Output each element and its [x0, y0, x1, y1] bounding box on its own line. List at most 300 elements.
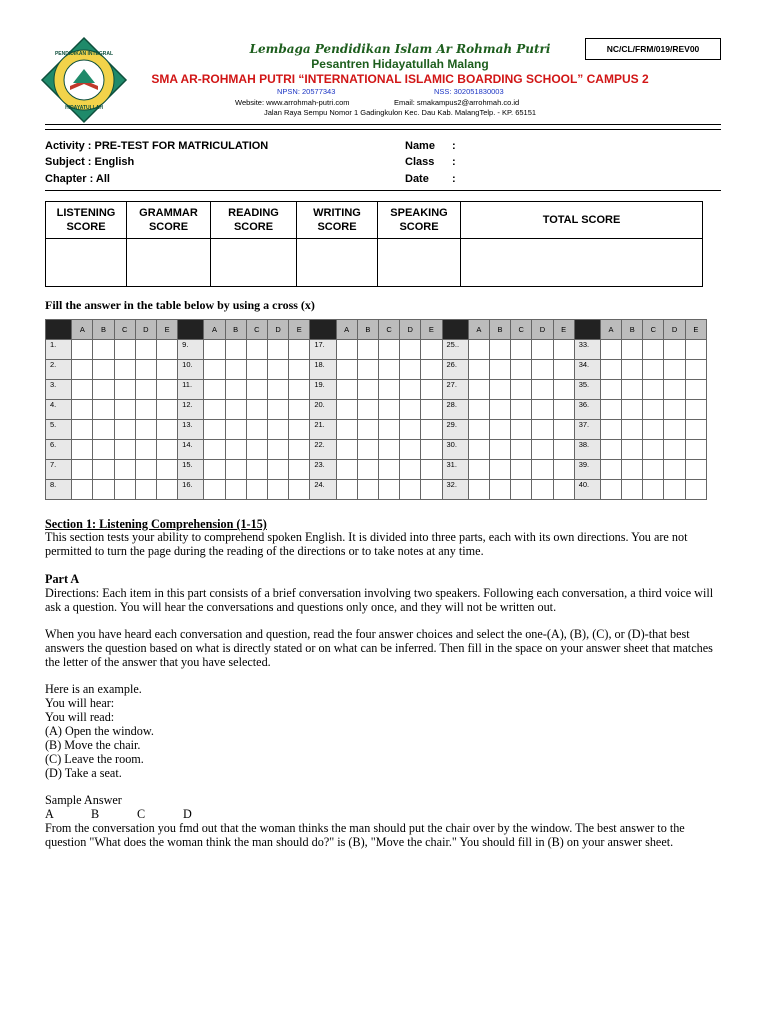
- answer-cell[interactable]: [267, 340, 288, 360]
- answer-cell[interactable]: [489, 380, 510, 400]
- answer-cell[interactable]: [489, 360, 510, 380]
- answer-cell[interactable]: [289, 480, 310, 500]
- answer-cell[interactable]: [135, 420, 156, 440]
- question-number: 2.: [46, 360, 72, 380]
- score-header-line2: SCORE: [66, 221, 106, 233]
- answer-cell[interactable]: [135, 460, 156, 480]
- class-colon: :: [452, 156, 456, 168]
- answer-cell[interactable]: [336, 480, 357, 500]
- answer-cell[interactable]: [664, 340, 685, 360]
- answer-cell[interactable]: [378, 360, 399, 380]
- answer-cell[interactable]: [72, 460, 93, 480]
- name-label: Name: [405, 140, 435, 152]
- answer-cell[interactable]: [267, 480, 288, 500]
- answer-cell[interactable]: [289, 340, 310, 360]
- grid-letter-header: C: [378, 320, 399, 340]
- answer-cell[interactable]: [622, 380, 643, 400]
- score-cell-3[interactable]: [297, 239, 378, 287]
- address: Jalan Raya Sempu Nomor 1 Gadingkulon Kec. Dau Kab. MalangTelp. - KP. 65151: [263, 108, 537, 117]
- grid-letter-header: A: [204, 320, 225, 340]
- answer-cell[interactable]: [336, 380, 357, 400]
- score-header-line1: LISTENING: [56, 207, 116, 219]
- question-number: 17.: [310, 340, 336, 360]
- answer-cell[interactable]: [664, 380, 685, 400]
- pesantren-name: Pesantren Hidayatullah Malang: [311, 57, 489, 71]
- question-number: 9.: [178, 340, 204, 360]
- answer-cell[interactable]: [600, 360, 621, 380]
- answer-cell[interactable]: [511, 340, 532, 360]
- answer-row: [46, 480, 707, 500]
- answer-cell[interactable]: [135, 380, 156, 400]
- answer-cell[interactable]: [553, 340, 574, 360]
- answer-cell[interactable]: [289, 360, 310, 380]
- answer-cell[interactable]: [378, 440, 399, 460]
- answer-cell[interactable]: [135, 360, 156, 380]
- answer-cell[interactable]: [225, 460, 246, 480]
- header-divider-2: [45, 129, 721, 130]
- answer-cell[interactable]: [225, 440, 246, 460]
- answer-cell[interactable]: [135, 400, 156, 420]
- answer-cell[interactable]: [72, 380, 93, 400]
- answer-cell[interactable]: [357, 480, 378, 500]
- answer-cell[interactable]: [511, 460, 532, 480]
- answer-cell[interactable]: [685, 400, 706, 420]
- answer-cell[interactable]: [553, 460, 574, 480]
- question-number: 30.: [442, 440, 468, 460]
- answer-cell[interactable]: [685, 480, 706, 500]
- answer-cell[interactable]: [511, 380, 532, 400]
- answer-cell[interactable]: [93, 360, 114, 380]
- score-cell-2[interactable]: [211, 239, 297, 287]
- answer-cell[interactable]: [664, 460, 685, 480]
- answer-cell[interactable]: [622, 460, 643, 480]
- answer-cell[interactable]: [72, 340, 93, 360]
- subject-label: Subject : English: [45, 156, 135, 168]
- answer-cell[interactable]: [114, 480, 135, 500]
- grid-letter-header: D: [400, 320, 421, 340]
- answer-cell[interactable]: [246, 440, 267, 460]
- answer-cell[interactable]: [114, 460, 135, 480]
- answer-row: [46, 360, 707, 380]
- answer-cell[interactable]: [289, 460, 310, 480]
- grid-letter-header: E: [156, 320, 177, 340]
- answer-cell[interactable]: [72, 440, 93, 460]
- answer-cell[interactable]: [289, 400, 310, 420]
- answer-cell[interactable]: [643, 360, 664, 380]
- answer-cell[interactable]: [622, 420, 643, 440]
- answer-cell[interactable]: [225, 340, 246, 360]
- answer-cell[interactable]: [643, 480, 664, 500]
- question-number: 8.: [46, 480, 72, 500]
- answer-cell[interactable]: [532, 360, 553, 380]
- question-number: 36.: [574, 400, 600, 420]
- answer-cell[interactable]: [664, 420, 685, 440]
- answer-cell[interactable]: [400, 400, 421, 420]
- answer-cell[interactable]: [643, 460, 664, 480]
- answer-cell[interactable]: [72, 360, 93, 380]
- score-header-line2: SCORE: [317, 221, 357, 233]
- answer-cell[interactable]: [204, 340, 225, 360]
- score-table: [45, 201, 703, 287]
- answer-cell[interactable]: [600, 440, 621, 460]
- question-number: 32.: [442, 480, 468, 500]
- answer-cell[interactable]: [246, 480, 267, 500]
- answer-cell[interactable]: [267, 400, 288, 420]
- date-colon: :: [452, 173, 456, 185]
- score-header-5: [461, 202, 703, 239]
- answer-cell[interactable]: [336, 340, 357, 360]
- grid-letter-header: E: [553, 320, 574, 340]
- answer-cell[interactable]: [622, 360, 643, 380]
- answer-cell[interactable]: [289, 420, 310, 440]
- answer-cell[interactable]: [114, 440, 135, 460]
- answer-cell[interactable]: [246, 380, 267, 400]
- answer-cell[interactable]: [378, 380, 399, 400]
- answer-cell[interactable]: [421, 360, 442, 380]
- question-number: 5.: [46, 420, 72, 440]
- question-number: 25..: [442, 340, 468, 360]
- score-header-2: [211, 202, 297, 239]
- part-a-heading: Part A: [45, 572, 80, 586]
- answer-cell[interactable]: [600, 460, 621, 480]
- question-number: 29.: [442, 420, 468, 440]
- answer-cell[interactable]: [378, 420, 399, 440]
- answer-cell[interactable]: [225, 420, 246, 440]
- answer-cell[interactable]: [553, 360, 574, 380]
- grid-letter-header: B: [489, 320, 510, 340]
- answer-row: [46, 340, 707, 360]
- question-number: 11.: [178, 380, 204, 400]
- answer-cell[interactable]: [489, 340, 510, 360]
- answer-cell[interactable]: [643, 380, 664, 400]
- question-number: 37.: [574, 420, 600, 440]
- answer-cell[interactable]: [400, 480, 421, 500]
- answer-cell[interactable]: [357, 380, 378, 400]
- answer-cell[interactable]: [421, 440, 442, 460]
- answer-cell[interactable]: [156, 340, 177, 360]
- answer-cell[interactable]: [289, 380, 310, 400]
- grid-letter-header: D: [532, 320, 553, 340]
- answer-cell[interactable]: [489, 400, 510, 420]
- answer-cell[interactable]: [511, 480, 532, 500]
- answer-cell[interactable]: [156, 420, 177, 440]
- answer-cell[interactable]: [468, 480, 489, 500]
- answer-cell[interactable]: [336, 460, 357, 480]
- grid-header-blank: [442, 320, 468, 340]
- answer-cell[interactable]: [378, 460, 399, 480]
- answer-cell[interactable]: [93, 420, 114, 440]
- grid-letter-header: A: [72, 320, 93, 340]
- score-header-line2: SCORE: [148, 221, 189, 233]
- you-will-hear: You will hear:: [45, 696, 115, 710]
- answer-cell[interactable]: [156, 480, 177, 500]
- answer-cell[interactable]: [357, 460, 378, 480]
- answer-cell[interactable]: [156, 440, 177, 460]
- answer-cell[interactable]: [267, 420, 288, 440]
- answer-cell[interactable]: [511, 420, 532, 440]
- answer-cell[interactable]: [664, 440, 685, 460]
- answer-cell[interactable]: [336, 400, 357, 420]
- answer-cell[interactable]: [204, 400, 225, 420]
- answer-cell[interactable]: [336, 360, 357, 380]
- answer-cell[interactable]: [400, 440, 421, 460]
- question-number: 33.: [574, 340, 600, 360]
- answer-cell[interactable]: [93, 340, 114, 360]
- info-divider: [45, 190, 721, 191]
- answer-cell[interactable]: [246, 340, 267, 360]
- answer-cell[interactable]: [204, 380, 225, 400]
- grid-letter-header: B: [225, 320, 246, 340]
- answer-cell[interactable]: [93, 440, 114, 460]
- answer-cell[interactable]: [489, 420, 510, 440]
- grid-letter-header: E: [685, 320, 706, 340]
- grid-letter-header: C: [114, 320, 135, 340]
- you-will-read: You will read:: [45, 710, 115, 724]
- answer-cell[interactable]: [511, 400, 532, 420]
- answer-cell[interactable]: [532, 340, 553, 360]
- answer-cell[interactable]: [489, 480, 510, 500]
- answer-cell[interactable]: [135, 340, 156, 360]
- answer-cell[interactable]: [336, 440, 357, 460]
- example-intro: Here is an example.: [45, 682, 142, 696]
- answer-row: [46, 420, 707, 440]
- answer-cell[interactable]: [357, 360, 378, 380]
- answer-cell[interactable]: [204, 440, 225, 460]
- score-header-line1: TOTAL SCORE: [542, 214, 621, 226]
- answer-cell[interactable]: [72, 420, 93, 440]
- question-number: 24.: [310, 480, 336, 500]
- answer-cell[interactable]: [246, 460, 267, 480]
- answer-cell[interactable]: [511, 440, 532, 460]
- score-header-3: [297, 202, 378, 239]
- score-cell-5[interactable]: [461, 239, 703, 287]
- answer-cell[interactable]: [553, 380, 574, 400]
- answer-cell[interactable]: [468, 460, 489, 480]
- answer-cell[interactable]: [93, 480, 114, 500]
- answer-cell[interactable]: [553, 480, 574, 500]
- grid-letter-header: B: [357, 320, 378, 340]
- answer-cell[interactable]: [664, 480, 685, 500]
- answer-cell[interactable]: [553, 400, 574, 420]
- answer-cell[interactable]: [93, 380, 114, 400]
- answer-cell[interactable]: [685, 460, 706, 480]
- score-cell-4[interactable]: [378, 239, 461, 287]
- question-number: 10.: [178, 360, 204, 380]
- option-b: (B) Move the chair.: [45, 738, 141, 752]
- score-cell-1[interactable]: [127, 239, 211, 287]
- question-number: 28.: [442, 400, 468, 420]
- grid-letter-header: E: [289, 320, 310, 340]
- answer-cell[interactable]: [93, 460, 114, 480]
- answer-cell[interactable]: [378, 400, 399, 420]
- answer-cell[interactable]: [532, 420, 553, 440]
- grid-letter-header: A: [600, 320, 621, 340]
- answer-cell[interactable]: [400, 340, 421, 360]
- answer-cell[interactable]: [421, 400, 442, 420]
- answer-cell[interactable]: [553, 420, 574, 440]
- answer-cell[interactable]: [468, 340, 489, 360]
- answer-cell[interactable]: [114, 380, 135, 400]
- answer-cell[interactable]: [267, 360, 288, 380]
- answer-cell[interactable]: [685, 360, 706, 380]
- answer-cell[interactable]: [622, 440, 643, 460]
- grid-letter-header: C: [511, 320, 532, 340]
- fill-instruction: Fill the answer in the table below by using a cross (x): [45, 298, 315, 312]
- answer-cell[interactable]: [225, 480, 246, 500]
- answer-row: [46, 440, 707, 460]
- name-colon: :: [452, 140, 456, 152]
- question-number: 7.: [46, 460, 72, 480]
- document-code: NC/CL/FRM/019/REV00: [585, 38, 721, 60]
- answer-cell[interactable]: [622, 400, 643, 420]
- directions-text: Directions: Each item in this part consists of a brief conversation involving two speakers. Following each conversation, a third voice will ask a question. You will hear the conversations and questions only once, and they will not be written out.: [45, 586, 714, 614]
- answer-cell[interactable]: [225, 360, 246, 380]
- score-header-line1: WRITING: [313, 207, 361, 219]
- answer-cell[interactable]: [600, 480, 621, 500]
- answer-cell[interactable]: [289, 440, 310, 460]
- question-number: 23.: [310, 460, 336, 480]
- answer-cell[interactable]: [267, 380, 288, 400]
- answer-cell[interactable]: [114, 360, 135, 380]
- answer-cell[interactable]: [685, 440, 706, 460]
- answer-cell[interactable]: [468, 400, 489, 420]
- answer-cell[interactable]: [204, 420, 225, 440]
- answer-cell[interactable]: [622, 340, 643, 360]
- answer-cell[interactable]: [400, 460, 421, 480]
- answer-cell[interactable]: [156, 360, 177, 380]
- answer-cell[interactable]: [357, 400, 378, 420]
- answer-cell[interactable]: [643, 440, 664, 460]
- section-title: Section 1: Listening Comprehension (1-15): [45, 517, 267, 531]
- answer-cell[interactable]: [267, 460, 288, 480]
- answer-cell[interactable]: [600, 340, 621, 360]
- answer-cell[interactable]: [685, 380, 706, 400]
- answer-cell[interactable]: [357, 440, 378, 460]
- answer-cell[interactable]: [643, 420, 664, 440]
- question-number: 4.: [46, 400, 72, 420]
- answer-cell[interactable]: [357, 340, 378, 360]
- sample-choice-b: B: [91, 807, 100, 821]
- answer-cell[interactable]: [204, 460, 225, 480]
- question-number: 13.: [178, 420, 204, 440]
- logo-text-bottom: HIDAYATULLAH: [65, 105, 103, 111]
- answer-cell[interactable]: [357, 420, 378, 440]
- answer-cell[interactable]: [421, 380, 442, 400]
- answer-cell[interactable]: [532, 440, 553, 460]
- score-header-0: [46, 202, 127, 239]
- answer-cell[interactable]: [468, 420, 489, 440]
- answer-cell[interactable]: [511, 360, 532, 380]
- answer-cell[interactable]: [114, 340, 135, 360]
- sample-choices: [45, 807, 725, 821]
- answer-cell[interactable]: [664, 400, 685, 420]
- answer-cell[interactable]: [489, 440, 510, 460]
- answer-cell[interactable]: [600, 380, 621, 400]
- answer-cell[interactable]: [204, 480, 225, 500]
- answer-cell[interactable]: [685, 340, 706, 360]
- answer-cell[interactable]: [468, 360, 489, 380]
- grid-header-blank: [46, 320, 72, 340]
- answer-cell[interactable]: [489, 460, 510, 480]
- answer-cell[interactable]: [378, 480, 399, 500]
- answer-cell[interactable]: [421, 420, 442, 440]
- answer-cell[interactable]: [378, 340, 399, 360]
- answer-cell[interactable]: [643, 340, 664, 360]
- question-number: 20.: [310, 400, 336, 420]
- answer-cell[interactable]: [225, 400, 246, 420]
- nss: NSS: 302051830003: [434, 87, 504, 96]
- answer-cell[interactable]: [225, 380, 246, 400]
- grid-letter-header: D: [664, 320, 685, 340]
- answer-cell[interactable]: [246, 420, 267, 440]
- answer-cell[interactable]: [643, 400, 664, 420]
- score-header-line1: READING: [228, 207, 279, 219]
- answer-cell[interactable]: [664, 360, 685, 380]
- answer-cell[interactable]: [553, 440, 574, 460]
- question-number: 38.: [574, 440, 600, 460]
- answer-cell[interactable]: [532, 380, 553, 400]
- answer-cell[interactable]: [246, 400, 267, 420]
- question-number: 27.: [442, 380, 468, 400]
- answer-cell[interactable]: [204, 360, 225, 380]
- answer-cell[interactable]: [468, 380, 489, 400]
- answer-cell[interactable]: [336, 420, 357, 440]
- answer-cell[interactable]: [93, 400, 114, 420]
- example-explanation: From the conversation you fmd out that the woman thinks the man should put the chair over by the window. The best answer to the question "What does the woman think the man should do?" is (B), "Move the chair." You should fill in (B) on your answer sheet.: [45, 821, 685, 849]
- answer-cell[interactable]: [400, 380, 421, 400]
- score-header-4: [378, 202, 461, 239]
- answer-cell[interactable]: [156, 400, 177, 420]
- question-number: 6.: [46, 440, 72, 460]
- answer-cell[interactable]: [400, 420, 421, 440]
- answer-cell[interactable]: [622, 480, 643, 500]
- website: Website: www.arrohmah-putri.com: [235, 98, 350, 107]
- answer-cell[interactable]: [72, 400, 93, 420]
- answer-cell[interactable]: [685, 420, 706, 440]
- question-number: 26.: [442, 360, 468, 380]
- answer-row: [46, 400, 707, 420]
- answer-cell[interactable]: [267, 440, 288, 460]
- instructions-text: When you have heard each conversation and question, read the four answer choices and select the one-(A), (B), (C), or (D)-that best answers the question based on what is directly stated or on what can be inferred. Then fill in the space on your answer sheet that matches the letter of the answer that you have selected.: [45, 627, 713, 669]
- answer-cell[interactable]: [156, 380, 177, 400]
- answer-cell[interactable]: [135, 440, 156, 460]
- grid-letter-header: C: [246, 320, 267, 340]
- school-name: SMA AR-ROHMAH PUTRI “INTERNATIONAL ISLAMIC BOARDING SCHOOL” CAMPUS 2: [151, 72, 649, 86]
- answer-cell[interactable]: [600, 400, 621, 420]
- answer-cell[interactable]: [72, 480, 93, 500]
- answer-cell[interactable]: [135, 480, 156, 500]
- grid-letter-header: B: [93, 320, 114, 340]
- answer-cell[interactable]: [400, 360, 421, 380]
- score-header-line2: SCORE: [233, 221, 274, 233]
- answer-cell[interactable]: [532, 460, 553, 480]
- answer-cell[interactable]: [246, 360, 267, 380]
- answer-cell[interactable]: [421, 480, 442, 500]
- score-cell-0[interactable]: [46, 239, 127, 287]
- answer-cell[interactable]: [421, 340, 442, 360]
- answer-cell[interactable]: [421, 460, 442, 480]
- answer-cell[interactable]: [600, 420, 621, 440]
- answer-cell[interactable]: [468, 440, 489, 460]
- answer-cell[interactable]: [532, 480, 553, 500]
- activity-label: Activity : PRE-TEST FOR MATRICULATION: [45, 140, 269, 152]
- answer-cell[interactable]: [114, 400, 135, 420]
- answer-cell[interactable]: [114, 420, 135, 440]
- answer-cell[interactable]: [156, 460, 177, 480]
- question-number: 21.: [310, 420, 336, 440]
- answer-cell[interactable]: [532, 400, 553, 420]
- npsn: NPSN: 20577343: [277, 87, 336, 96]
